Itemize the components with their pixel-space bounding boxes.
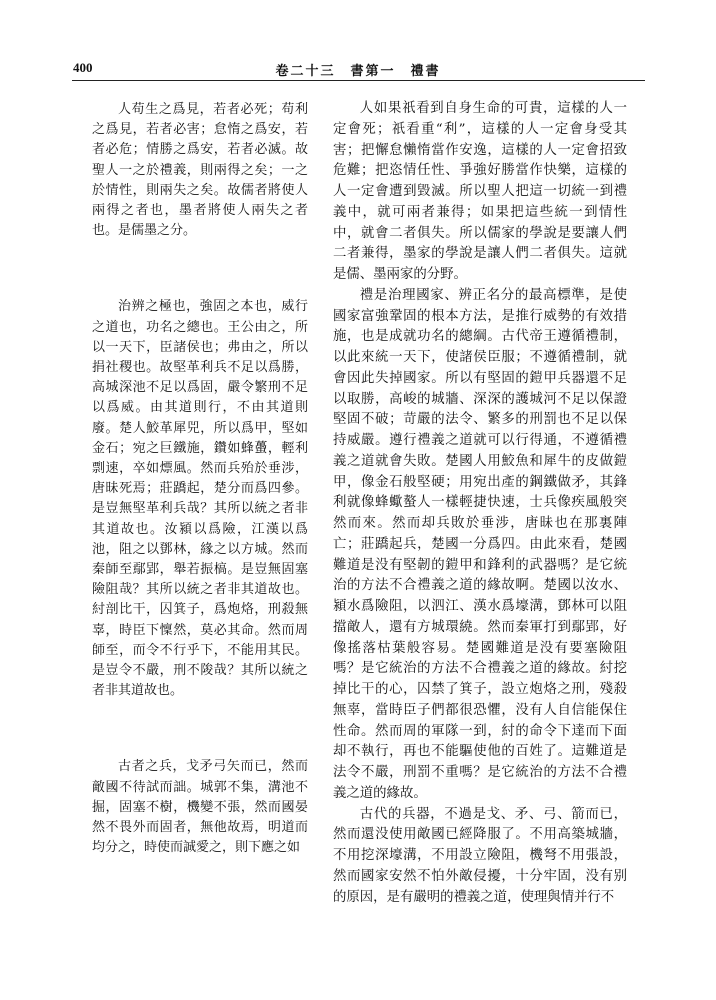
header-rule — [72, 80, 645, 81]
classical-text-column — [92, 100, 308, 915]
page-number: 400 — [73, 60, 93, 75]
running-title: 卷二十三 書第一 禮書 — [275, 64, 441, 79]
translation-paragraph-1: 人如果祇看到自身生命的可貴，這樣的人一定會死；祇看重“利”，這樣的人一定會身受其害；把懈怠懶惰當作安逸，這樣的人一定會招致危難；把恣情任性、爭強好勝當作快樂，這樣的人一定會遭到毀滅。所以聖人把這一切統一到禮義中，就可兩者兼得；如果把這些統一到情性中，就會二者俱失。所以儒家的學說是要讓人們二者兼得，墨家的學說是讓人們二者俱失。這就是儒、墨兩家的分野。 — [333, 101, 627, 282]
classical-paragraph-1: 人苟生之爲見，若者必死；苟利之爲見，若者必害；怠惰之爲安，若者必危；情勝之爲安，若者必滅。故聖人一之於禮義，則兩得之矣；一之於情性，則兩失之矣。故儒者將使人兩得之者也，墨者將使人兩失之者也。是儒墨之分。 — [92, 102, 308, 239]
translation-column — [333, 99, 627, 908]
classical-paragraph-2: 治辨之極也，強固之本也，威行之道也，功名之總也。王公由之，所以一天下，臣諸侯也；弗由之，所以捐社稷也。故堅革利兵不足以爲勝，高城深池不足以爲固，嚴令繁刑不足以爲威。由其道則行，不由其道則廢。楚人鮫革犀兕，所以爲甲，堅如金石；宛之巨鐵施，鑽如蜂蠆，輕利剽速，卒如熛風。然而兵殆於垂涉，唐昧死焉；莊蹻起，楚分而爲四參。是豈無堅革利兵哉？其所以統之者非其道故也。汝潁以爲險，江漢以爲池，阻之以鄧林，緣之以方城。然而秦師至鄢郢，舉若振槁。是豈無固塞險阻哉？其所以統之者非其道故也。紂剖比干，囚箕子，爲炮烙，刑殺無辜，時臣下懍然，莫必其命。然而周師至，而令不行乎下，不能用其民。是豈令不嚴，刑不陖哉？其所以統之者非其道故也。 — [92, 299, 308, 699]
classical-paragraph-3: 古者之兵，戈矛弓矢而已，然而敵國不待試而詘。城郭不集，溝池不掘，固塞不樹，機變不張，然而國晏然不畏外而固者，無他故焉，明道而均分之，時使而誠愛之，則下應之如 — [92, 759, 308, 856]
translation-paragraph-2: 禮是治理國家、辨正名分的最高標準，是使國家富強鞏固的根本方法，是推行威勢的有效措施，也是成就功名的總綱。古代帝王遵循禮制，以此來統一天下，使諸侯臣服；不遵循禮制，就會因此失掉國家。所以有堅固的鎧甲兵器還不足以取勝，高峻的城牆、深深的護城河不足以保證堅固不破；苛嚴的法令、繁多的刑罰也不足以保持威嚴。遵行禮義之道就可以行得通，不遵循禮義之道就會失敗。楚國人用鮫魚和犀牛的皮做鎧甲，像金石般堅硬；用宛出產的鋼鐵做矛，其鋒利就像蜂蠍螯人一樣輕捷快速，士兵像疾風般突然而來。然而却兵敗於垂涉，唐昧也在那裏陣亡；莊蹻起兵，楚國一分爲四。由此來看，楚國難道是没有堅韌的鎧甲和鋒利的武器嗎？是它統治的方法不合禮義之道的緣故啊。楚國以汝水、潁水爲險阻，以泗江、漢水爲壕溝，鄧林可以阻擋敵人，還有方城環繞。然而秦軍打到鄢郢，好像搖落枯葉般容易。楚國難道是没有要塞險阻嗎？是它統治的方法不合禮義之道的緣故。紂挖掉比干的心，囚禁了箕子，設立炮烙之刑，殘殺無辜，當時臣子們都很恐懼，没有人自信能保住性命。然而周的軍隊一到，紂的命令下達而下面却不執行，再也不能驅使他的百姓了。這難道是法令不嚴，刑罰不重嗎？是它統治的方法不合禮義之道的緣故。 — [333, 287, 627, 801]
translation-paragraph-3: 古代的兵器，不過是戈、矛、弓、箭而已，然而還没使用敵國已經降服了。不用高築城牆，不用挖深壕溝，不用設立險阻，機弩不用張設，然而國家安然不怕外敵侵擾，十分牢固，没有别的原因，是有嚴明的禮義之道，使理與情并行不 — [333, 806, 627, 905]
